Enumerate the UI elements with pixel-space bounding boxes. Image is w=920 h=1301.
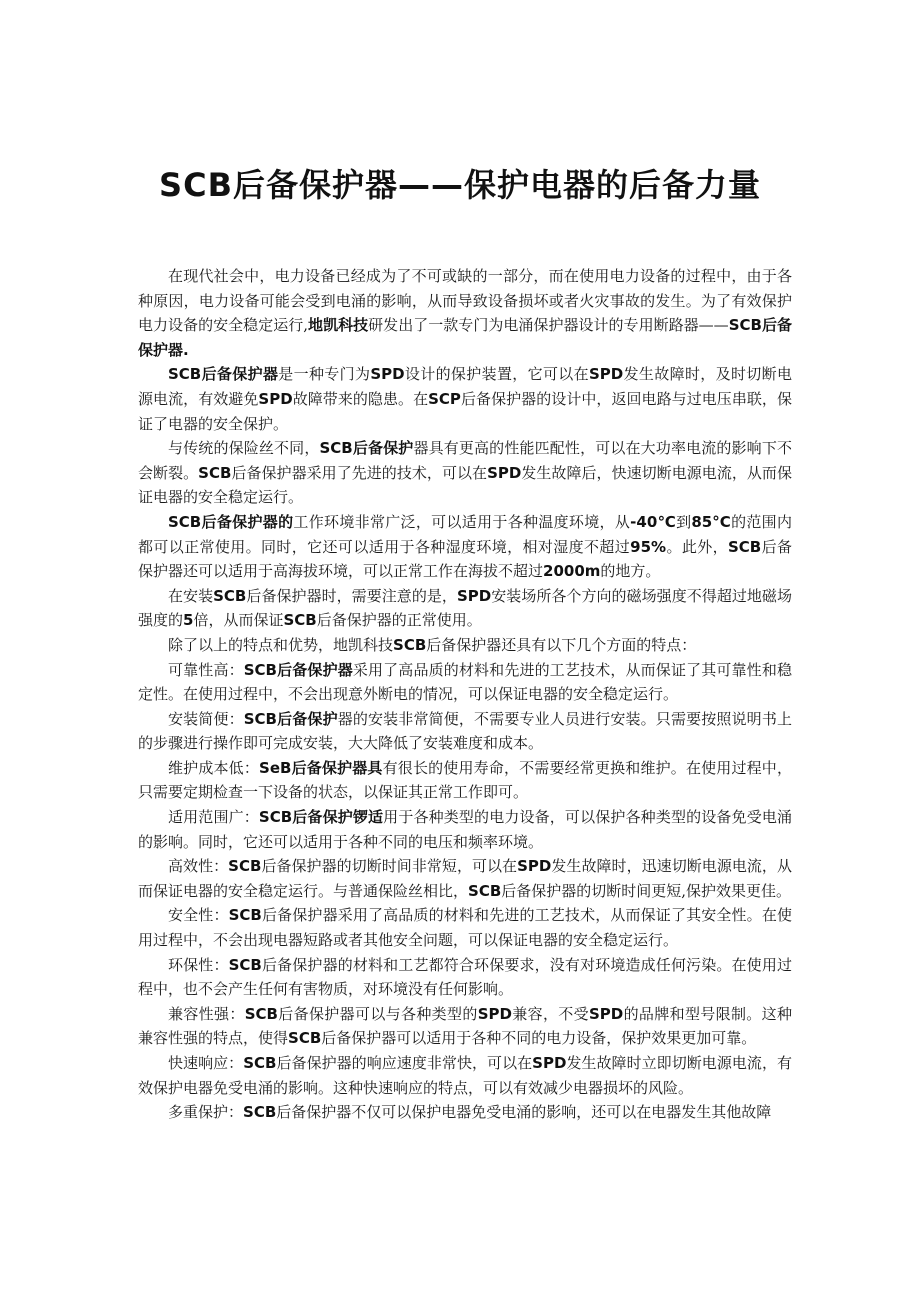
bold-text-run: SPD bbox=[258, 389, 293, 408]
text-run: 后备保护器采用了高品质的材料和先进的工艺技术，从而保证了其安全性。在使用过程中，不会出现电器短路或者其他安全问题，可以保证电器的安全稳定运行。 bbox=[138, 906, 792, 950]
body-paragraph bbox=[138, 436, 792, 510]
bold-text-run: -40℃ bbox=[630, 512, 677, 531]
bold-text-run: SCB后备保护器 bbox=[168, 365, 279, 384]
text-run: 后备保护器的切断时间更短,保护效果更佳。 bbox=[501, 881, 792, 900]
text-run: 工作环境非常广泛，可以适用于各种温度环境，从 bbox=[293, 512, 631, 531]
body-paragraph bbox=[138, 1100, 792, 1125]
text-run: 后备保护器的正常使用。 bbox=[316, 611, 482, 630]
bold-text-run: SCB bbox=[393, 635, 427, 654]
body-paragraph bbox=[138, 264, 792, 362]
body-paragraph bbox=[138, 854, 792, 903]
text-run: 适用范围广： bbox=[168, 808, 259, 827]
text-run: 后备保护器可以适用于各种不同的电力设备，保护效果更加可靠。 bbox=[321, 1029, 757, 1048]
bold-text-run: SCB bbox=[468, 881, 502, 900]
text-run: 后备保护器还可以适用于高海拔环境，可以正常工作在海拔不超过 bbox=[138, 537, 792, 581]
bold-text-run: 地凯科技 bbox=[308, 316, 369, 335]
document-title: SCB后备保护器——保护电器的后备力量 bbox=[159, 166, 761, 205]
text-run: 后备保护器不仅可以保护电器免受电涌的影响，还可以在电器发生其他故障 bbox=[276, 1103, 772, 1122]
bold-text-run: 2000m bbox=[543, 562, 601, 581]
text-run: 发生故障时，及时切断电源电流，有效避免 bbox=[138, 365, 792, 408]
bold-text-run: SCB后备保护 bbox=[243, 709, 338, 728]
text-run: 后备保护器采用了先进的技术，可以在 bbox=[231, 463, 488, 482]
bold-text-run: SPD bbox=[589, 365, 624, 384]
text-run: 后备保护器的切断时间非常短，可以在 bbox=[261, 857, 518, 876]
text-run: 器的安装非常简便，不需要专业人员进行安装。只需要按照说明书上的步骤进行操作即可完成安装，大大降低了安装难度和成本。 bbox=[138, 709, 792, 753]
bold-text-run: SCB bbox=[244, 1004, 278, 1023]
text-run: 到 bbox=[676, 512, 692, 531]
text-run: 在现代社会中，电力设备已经成为了不可或缺的一部分，而在使用电力设备的过程中，由于各种原因，电力设备可能会受到电涌的影响，从而导致设备损坏或者火灾事故的发生。为了有效保护电力设备的安全稳定运行, bbox=[138, 267, 792, 335]
body-paragraph bbox=[138, 362, 792, 436]
bold-text-run: 5 bbox=[183, 611, 194, 630]
body-paragraph bbox=[138, 903, 792, 952]
text-run: 采用了高品质的材料和先进的工艺技术，从而保证了其可靠性和稳定性。在使用过程中，不会出现意外断电的情况，可以保证电器的安全稳定运行。 bbox=[138, 660, 792, 704]
bold-text-run: SPD bbox=[589, 1004, 624, 1023]
bold-text-run: SCB bbox=[243, 1103, 277, 1122]
text-run: 高效性： bbox=[168, 857, 229, 876]
text-run: 发生故障时，迅速切断电源电流，从而保证电器的安全稳定运行。与普通保险丝相比， bbox=[138, 857, 792, 900]
bold-text-run: SCB bbox=[228, 955, 262, 974]
bold-text-run: SCB后备保护器. bbox=[138, 316, 792, 359]
body-paragraph bbox=[138, 707, 792, 756]
body-paragraph bbox=[138, 658, 792, 707]
bold-text-run: SPD bbox=[517, 857, 552, 876]
text-run: 兼容，不受 bbox=[511, 1004, 589, 1023]
text-run: 后备保护器还具有以下几个方面的特点： bbox=[426, 635, 697, 654]
text-run: 发生故障时立即切断电源电流，有效保护电器免受电涌的影响。这种快速响应的特点，可以有效减少电器损坏的风险。 bbox=[138, 1054, 792, 1097]
body-paragraph bbox=[138, 1002, 792, 1051]
text-run: 故障带来的隐患。在 bbox=[292, 389, 429, 408]
text-run: 用于各种类型的电力设备，可以保护各种类型的设备免受电涌的影响。同时，它还可以适用于各种不同的电压和频率环境。 bbox=[138, 808, 792, 851]
bold-text-run: SCB bbox=[228, 857, 262, 876]
bold-text-run: SCB后备保护 bbox=[319, 439, 414, 458]
body-paragraph bbox=[138, 510, 792, 584]
text-run: 可靠性高： bbox=[168, 660, 244, 679]
text-run: 倍，从而保证 bbox=[193, 611, 284, 630]
text-run: 后备保护器的响应速度非常快，可以在 bbox=[276, 1054, 533, 1072]
text-run: 在安装 bbox=[168, 586, 214, 605]
text-run: 后备保护器时，需要注意的是， bbox=[246, 586, 457, 605]
text-run: 研发出了一款专门为电涌保护器设计的专用断路器—— bbox=[368, 316, 729, 335]
text-run: 维护成本低： bbox=[168, 758, 260, 777]
document-body bbox=[138, 264, 792, 1125]
text-run: 发生故障后，快速切断电源电流，从而保证电器的安全稳定运行。 bbox=[138, 463, 792, 507]
text-run: 除了以上的特点和优势，地凯科技 bbox=[168, 635, 394, 654]
bold-text-run: SPD bbox=[456, 586, 492, 605]
bold-text-run: SCB bbox=[198, 463, 232, 482]
bold-text-run: SCB bbox=[243, 1054, 277, 1072]
bold-text-run: SPD bbox=[370, 365, 405, 384]
bold-text-run: SeB后备保护器具 bbox=[259, 758, 383, 777]
text-run: 后备保护器的材料和工艺都符合环保要求，没有对环境造成任何污染。在使用过程中，也不会产生任何有害物质，对环境没有任何影响。 bbox=[138, 955, 792, 999]
text-run: 设计的保护装置，它可以在 bbox=[404, 365, 589, 384]
text-run: 安全性： bbox=[168, 906, 229, 925]
text-run: 后备保护器可以与各种类型的 bbox=[277, 1004, 478, 1023]
text-run: 安装简便： bbox=[168, 709, 244, 728]
text-run: 环保性： bbox=[168, 955, 229, 974]
text-run: 是一种专门为 bbox=[278, 365, 371, 384]
body-paragraph bbox=[138, 633, 792, 658]
bold-text-run: SPD bbox=[477, 1004, 512, 1023]
text-run: 后备保护器的设计中，返回电路与过电压串联，保证了电器的安全保护。 bbox=[138, 389, 792, 433]
text-run: 。此外， bbox=[666, 537, 728, 556]
bold-text-run: SPD bbox=[487, 463, 522, 482]
bold-text-run: SCB后备保护器 bbox=[243, 660, 353, 679]
text-run: 的品牌和型号限制。这种兼容性强的特点，使得 bbox=[138, 1004, 792, 1048]
text-run: 快速响应： bbox=[168, 1054, 244, 1072]
bold-text-run: SCB bbox=[228, 906, 262, 925]
bold-text-run: SCB后备保护锣适 bbox=[258, 808, 384, 827]
text-run: 兼容性强： bbox=[168, 1004, 245, 1023]
bold-text-run: 95% bbox=[630, 537, 667, 556]
bold-text-run: SCP bbox=[428, 389, 461, 408]
text-run: 安装场所各个方向的磁场强度不得超过地磁场强度的 bbox=[138, 586, 792, 630]
body-paragraph bbox=[138, 805, 792, 854]
text-run: 与传统的保险丝不同， bbox=[168, 439, 320, 458]
body-paragraph bbox=[138, 756, 792, 805]
bold-text-run: SPD bbox=[532, 1054, 567, 1072]
body-paragraph bbox=[138, 953, 792, 1002]
bold-text-run: SCB bbox=[727, 537, 762, 556]
text-run: 的地方。 bbox=[600, 562, 661, 581]
body-paragraph bbox=[138, 584, 792, 633]
text-run: 器具有更高的性能匹配性，可以在大功率电流的影响下不会断裂。 bbox=[138, 439, 792, 482]
body-paragraph bbox=[138, 1051, 792, 1100]
bold-text-run: SCB后备保护器的 bbox=[168, 512, 294, 531]
bold-text-run: SCB bbox=[213, 586, 247, 605]
text-run: 有很长的使用寿命，不需要经常更换和维护。在使用过程中，只需要定期检查一下设备的状态，以保证其正常工作即可。 bbox=[138, 758, 792, 802]
text-run: 的范围内都可以正常使用。同时，它还可以适用于各种湿度环境，相对湿度不超过 bbox=[138, 512, 792, 556]
text-run: 多重保护： bbox=[168, 1103, 244, 1122]
bold-text-run: SCB bbox=[288, 1029, 322, 1048]
bold-text-run: SCB bbox=[283, 611, 317, 630]
bold-text-run: 85°C bbox=[691, 512, 731, 531]
